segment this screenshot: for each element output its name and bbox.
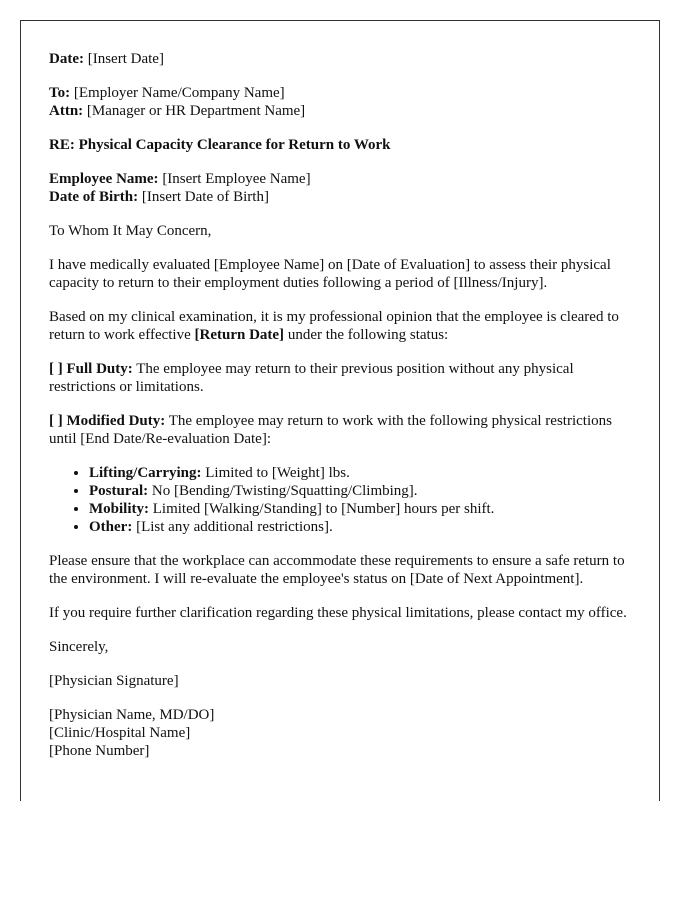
list-item: • Lifting/Carrying: Limited to [Weight] lbs. — [89, 464, 631, 482]
list-item: • Other: [List any additional restrictions]. — [89, 518, 631, 536]
closing: Sincerely, — [49, 639, 109, 655]
subject-line: RE: Physical Capacity Clearance for Return to Work — [49, 137, 391, 153]
clearance-paragraph: Based on my clinical examination, it is my professional opinion that the employee is cleared to return to work effective [Return Date] under the following status: — [49, 309, 619, 343]
accommodation-paragraph: Please ensure that the workplace can accommodate these requirements to ensure a safe return to the environment. I will re-evaluate the employee's status on [Date of Next Appointment]. — [49, 553, 625, 587]
evaluation-paragraph: I have medically evaluated [Employee Name] on [Date of Evaluation] to assess their physical capacity to return to their employment duties following a period of [Illness/Injury]. — [49, 257, 611, 291]
restrictions-list — [49, 464, 631, 536]
physician-block: [Physician Name, MD/DO] [Clinic/Hospital Name] [Phone Number] — [49, 707, 215, 759]
modified-duty-option: [ ] Modified Duty: The employee may return to work with the following physical restrictions until [End Date/Re-evaluation Date]: — [49, 413, 612, 447]
letter-page — [20, 20, 660, 801]
salutation: To Whom It May Concern, — [49, 223, 212, 239]
list-item: • Postural: No [Bending/Twisting/Squatting/Climbing]. — [89, 482, 631, 500]
full-duty-option: [ ] Full Duty: The employee may return to their previous position without any physical restrictions or limitations. — [49, 361, 574, 395]
recipient-block: To: [Employer Name/Company Name] Attn: [Manager or HR Department Name] — [49, 85, 306, 119]
date-line: Date: [Insert Date] — [49, 51, 164, 67]
contact-paragraph: If you require further clarification regarding these physical limitations, please contact my office. — [49, 605, 627, 621]
signature: [Physician Signature] — [49, 673, 179, 689]
list-item: • Mobility: Limited [Walking/Standing] to [Number] hours per shift. — [89, 500, 631, 518]
employee-block: Employee Name: [Insert Employee Name] Date of Birth: [Insert Date of Birth] — [49, 171, 311, 205]
